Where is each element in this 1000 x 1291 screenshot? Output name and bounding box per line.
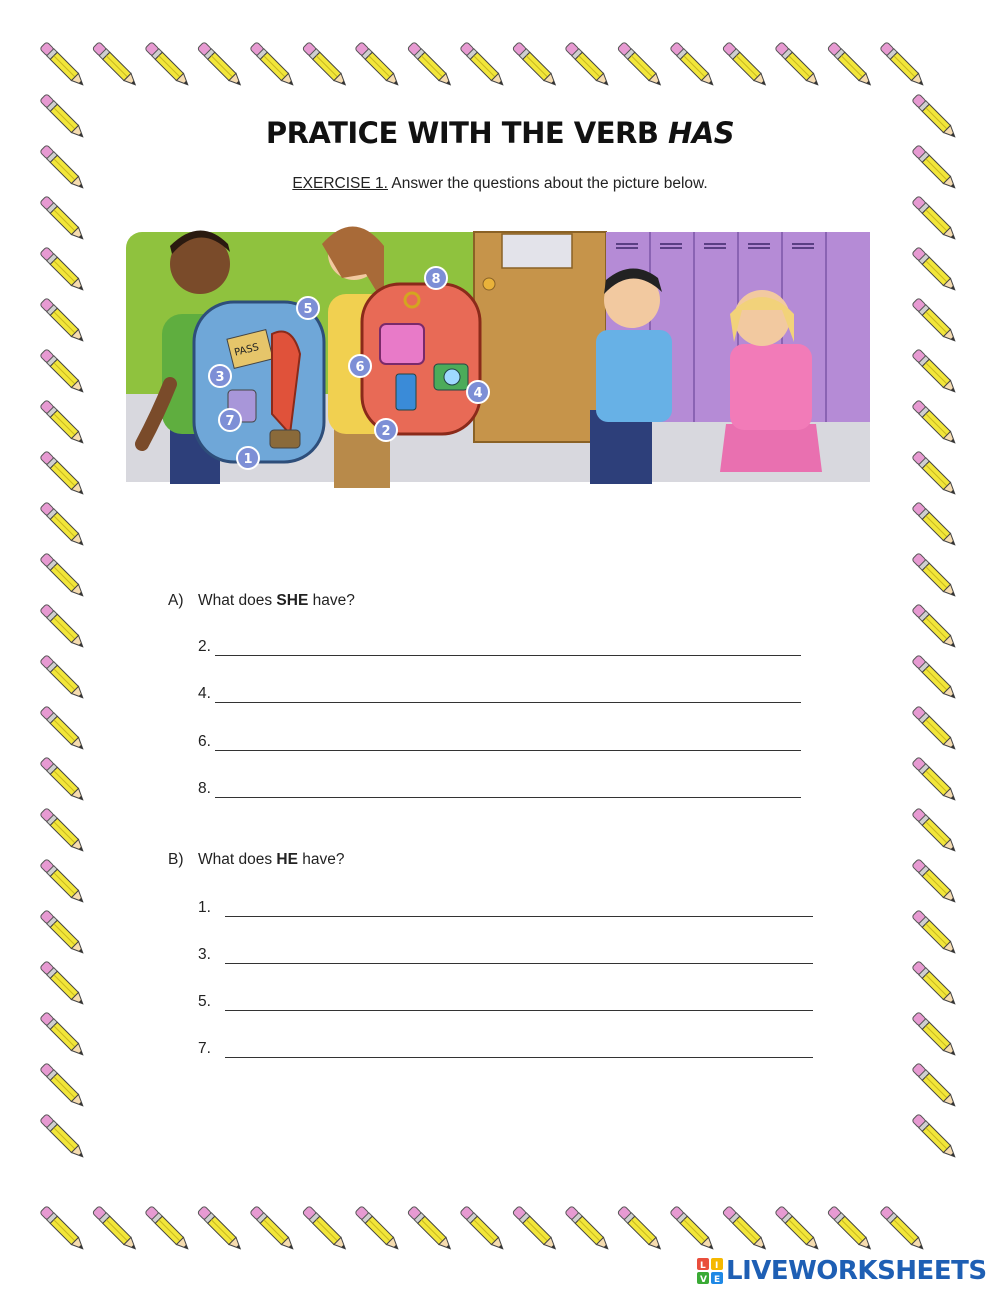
pencil-icon — [565, 42, 612, 89]
answer-blank[interactable] — [215, 688, 801, 703]
answer-blank[interactable] — [225, 902, 813, 917]
girl-backpack — [362, 284, 483, 434]
question-a-subject: SHE — [276, 592, 309, 609]
liveworksheets-brand[interactable] — [697, 1256, 987, 1286]
answer-row-b-2 — [198, 993, 813, 1011]
pencil-icon — [302, 1206, 349, 1253]
pencil-icon — [722, 1206, 769, 1253]
pencil-icon — [827, 1206, 874, 1253]
answer-number: 7. — [198, 1040, 211, 1057]
answer-number: 4. — [198, 685, 211, 702]
question-b-letter: B) — [168, 851, 184, 868]
pencil-icon — [40, 349, 87, 396]
pencil-icon — [40, 1206, 87, 1253]
answer-number: 6. — [198, 733, 211, 750]
pencil-icon — [40, 808, 87, 855]
answer-blank[interactable] — [225, 1043, 813, 1058]
question-b-suffix: have? — [297, 851, 345, 868]
pencil-icon — [40, 910, 87, 957]
pencil-icon — [912, 655, 959, 702]
svg-text:E: E — [714, 1275, 721, 1284]
answer-row-a-2 — [198, 733, 801, 751]
pencil-icon — [880, 42, 927, 89]
answer-number: 1. — [198, 899, 211, 916]
pencil-icon — [617, 42, 664, 89]
pencil-icon — [912, 757, 959, 804]
pencil-icon — [460, 1206, 507, 1253]
number-badge-label: 4 — [473, 386, 483, 401]
question-a-letter: A) — [168, 592, 184, 609]
question-b — [168, 851, 345, 869]
pencil-icon — [197, 42, 244, 89]
pencil-icon — [460, 42, 507, 89]
pencil-icon — [565, 1206, 612, 1253]
exercise-text: Answer the questions about the picture below. — [387, 175, 708, 192]
pencil-icon — [407, 42, 454, 89]
pencil-icon — [40, 1114, 87, 1161]
title-verb: HAS — [668, 116, 735, 150]
pencil-icon — [40, 706, 87, 753]
pencil-icon — [912, 247, 959, 294]
pencil-icon — [40, 961, 87, 1008]
number-badge-label: 3 — [215, 370, 225, 385]
answer-row-b-0 — [198, 899, 813, 917]
question-a-prefix: What does — [198, 592, 277, 609]
pencil-icon — [912, 196, 959, 243]
svg-text:I: I — [715, 1261, 719, 1271]
pencil-icon — [912, 349, 959, 396]
svg-text:PASS: PASS — [233, 341, 261, 359]
number-badge-label: 8 — [431, 272, 441, 287]
pencil-icon — [912, 553, 959, 600]
pencil-icon — [912, 451, 959, 498]
answer-number: 5. — [198, 993, 211, 1010]
pencil-icon — [912, 859, 959, 906]
pencil-icon — [512, 1206, 559, 1253]
pencil-icon — [197, 1206, 244, 1253]
answer-blank[interactable] — [215, 736, 801, 751]
page-title — [0, 116, 1000, 150]
number-badge-label: 7 — [225, 414, 235, 429]
pencil-icon — [40, 859, 87, 906]
pencil-icon — [912, 910, 959, 957]
pencil-icon — [40, 451, 87, 498]
number-badge-label: 5 — [303, 302, 313, 317]
pencil-icon — [512, 42, 559, 89]
pencil-icon — [40, 400, 87, 447]
pencil-icon — [617, 1206, 664, 1253]
question-b-subject: HE — [276, 851, 298, 868]
question-b-prefix: What does — [198, 851, 277, 868]
answer-row-b-1 — [198, 946, 813, 964]
pencil-icon — [40, 553, 87, 600]
pencil-icon — [40, 1063, 87, 1110]
pencil-icon — [912, 298, 959, 345]
number-badge-label: 6 — [355, 360, 365, 375]
pencil-icon — [355, 42, 402, 89]
pencil-icon — [40, 42, 87, 89]
answer-blank[interactable] — [225, 996, 813, 1011]
pencil-icon — [827, 42, 874, 89]
question-a-suffix: have? — [308, 592, 355, 609]
title-text: PRATICE WITH THE VERB — [265, 116, 669, 150]
answer-blank[interactable] — [215, 783, 801, 798]
answer-number: 3. — [198, 946, 211, 963]
pencil-icon — [355, 1206, 402, 1253]
pencil-icon — [775, 42, 822, 89]
exercise-instruction — [0, 175, 1000, 193]
pencil-icon — [40, 502, 87, 549]
pencil-icon — [407, 1206, 454, 1253]
liveworksheets-logo-icon — [697, 1258, 723, 1284]
hallway-illustration — [122, 214, 874, 502]
pencil-icon — [40, 1012, 87, 1059]
pencil-icon — [145, 1206, 192, 1253]
answer-row-a-1 — [198, 685, 801, 703]
pencil-icon — [912, 808, 959, 855]
pencil-icon — [250, 42, 297, 89]
pencil-icon — [912, 1063, 959, 1110]
pencil-icon — [912, 604, 959, 651]
answer-blank[interactable] — [225, 949, 813, 964]
answer-number: 8. — [198, 780, 211, 797]
pencil-icon — [722, 42, 769, 89]
pencil-icon — [670, 1206, 717, 1253]
pencil-icon — [912, 1012, 959, 1059]
svg-text:V: V — [700, 1275, 707, 1284]
pencil-icon — [302, 42, 349, 89]
pencil-icon — [40, 298, 87, 345]
pencil-icon — [912, 400, 959, 447]
pencil-icon — [40, 247, 87, 294]
pencil-icon — [92, 42, 139, 89]
answer-row-a-0 — [198, 638, 801, 656]
pencil-icon — [912, 502, 959, 549]
answer-blank[interactable] — [215, 641, 801, 656]
pencil-icon — [250, 1206, 297, 1253]
pencil-icon — [670, 42, 717, 89]
pencil-icon — [880, 1206, 927, 1253]
exercise-label: EXERCISE 1. — [292, 175, 388, 192]
pencil-icon — [912, 706, 959, 753]
answer-row-b-3 — [198, 1040, 813, 1058]
answer-number: 2. — [198, 638, 211, 655]
pencil-icon — [40, 757, 87, 804]
brand-name: LIVEWORKSHEETS — [726, 1256, 987, 1286]
number-badge-label: 2 — [381, 424, 391, 439]
pencil-icon — [40, 604, 87, 651]
pencil-icon — [145, 42, 192, 89]
pencil-icon — [775, 1206, 822, 1253]
question-a — [168, 592, 355, 610]
pencil-icon — [912, 961, 959, 1008]
pencil-icon — [40, 655, 87, 702]
pencil-icon — [40, 196, 87, 243]
number-badge-label: 1 — [243, 452, 253, 467]
pencil-icon — [92, 1206, 139, 1253]
pencil-icon — [912, 1114, 959, 1161]
svg-text:L: L — [700, 1261, 706, 1271]
answer-row-a-3 — [198, 780, 801, 798]
